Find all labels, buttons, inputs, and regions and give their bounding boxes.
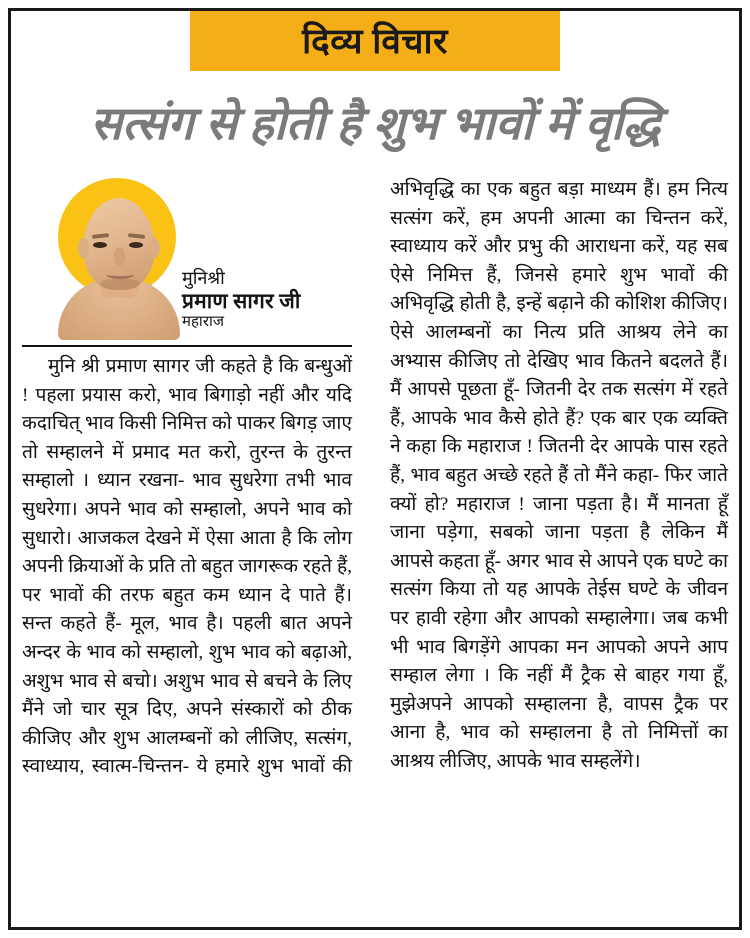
portrait-block (22, 176, 352, 341)
article-columns (22, 176, 728, 916)
portrait-eye-left (93, 242, 107, 248)
right-column-text: अभिवृद्धि का एक बहुत बड़ा माध्यम हैं। हम नित्य सत्संग करें, हम अपनी आत्मा का चिन्तन करें, स्वाध्याय करें और प्रभु की आराधना करें, यह सब ऐसे निमित्त हैं, जिनसे हमारे शुभ भावों की अभिवृद्धि होती है, इन्हें बढ़ाने की कोशिश कीजिए। ऐसे आलम्बनों का नित्य प्रति आश्रय लेने का अभ्यास कीजिए तो देखिए भाव कितने बदलते हैं। मैं आपसे पूछता हूँ- जितनी देर तक सत्संग में रहते हैं, आपके भाव कैसे होते हैं? एक बार एक व्यक्ति ने कहा कि महाराज ! जितनी देर आपके पास रहते हैं, भाव बहुत अच्छे रहते हैं तो मैंने कहा- फिर जाते क्यों हो? महाराज ! जाना पड़ता है। मैं मानता हूँ जाना पड़ेगा, सबको जाना पड़ता है लेकिन मैं आपसे कहता हूँ- अगर भाव से आपने एक घण्टे का सत्संग किया तो यह आपके तेईस घण्टे के जीवन पर हावी रहेगा और आपको सम्हालेगा। जब कभी भी भाव बिगड़ेंगे आपका मन आपको अपने आप सम्हाल लेगा । कि नहीं मैं ट्रैक से बाहर गया हूँ, मुझेअपने आपको सम्हालना है, वापस ट्रैक पर आना है, भाव को सम्हालना है तो निमित्तों का आश्रय लीजिए, आपके भाव सम्हलेंगे। (390, 179, 728, 772)
masthead-title: दिव्य विचार (302, 21, 448, 61)
portrait-caption (182, 268, 354, 332)
monk-portrait-photo (56, 194, 182, 340)
caption-name: प्रमाण सागर जी (182, 289, 301, 314)
caption-honorific: मुनिश्री (182, 268, 225, 288)
column-divider-rule (22, 345, 352, 347)
portrait-mouth (106, 270, 134, 279)
portrait-ear-right (149, 238, 160, 258)
right-column (390, 176, 728, 916)
frame-border-left (8, 8, 11, 930)
portrait-ear-left (78, 238, 89, 258)
left-column-body (22, 353, 352, 782)
portrait-eye-right (129, 242, 143, 248)
frame-border-bottom (8, 927, 742, 930)
portrait-chin-shadow (100, 278, 140, 290)
portrait-nose (114, 248, 125, 266)
frame-border-right (739, 8, 742, 930)
left-column-text: मुनि श्री प्रमाण सागर जी कहते है कि बन्धुओं ! पहला प्रयास करो, भाव बिगाड़ो नहीं और यदि कदाचित् भाव किसी निमित्त को पाकर बिगड़ जाए तो सम्हालने में प्रमाद मत करो, तुरन्त के तुरन्त सम्हालो । ध्यान रखना- भाव सुधरेगा तभी भाव सुधरेगा। अपने भाव को सम्हालो, अपने भाव को सुधारो। आजकल देखने में ऐसा आता है कि लोग अपनी क्रियाओं के प्रति तो बहुत जागरूक रहते हैं, पर भावों की तरफ बहुत कम ध्यान दे पाते हैं। सन्त कहते हैं- मूल, भाव है। पहली बात अपने अन्दर के भाव को सम्हालो, शुभ भाव को बढ़ाओ, अशुभ भाव से बचो। अशुभ भाव से बचने के लिए मैंने जो चार सूत्र दिए, अपने संस्कारों को ठीक कीजिए और शुभ आलम्बनों को लीजिए, सत्संग, स्वाध्याय, स्वात्म-चिन्तन- ये हमारे शुभ भावों की (22, 356, 352, 778)
right-column-body (390, 176, 728, 776)
masthead-band (190, 11, 560, 71)
headline-container (18, 88, 732, 160)
article-headline: सत्संग से होती है शुभ भावों में वृद्धि (89, 97, 661, 149)
left-column (22, 176, 352, 916)
caption-title: महाराज (182, 314, 224, 330)
